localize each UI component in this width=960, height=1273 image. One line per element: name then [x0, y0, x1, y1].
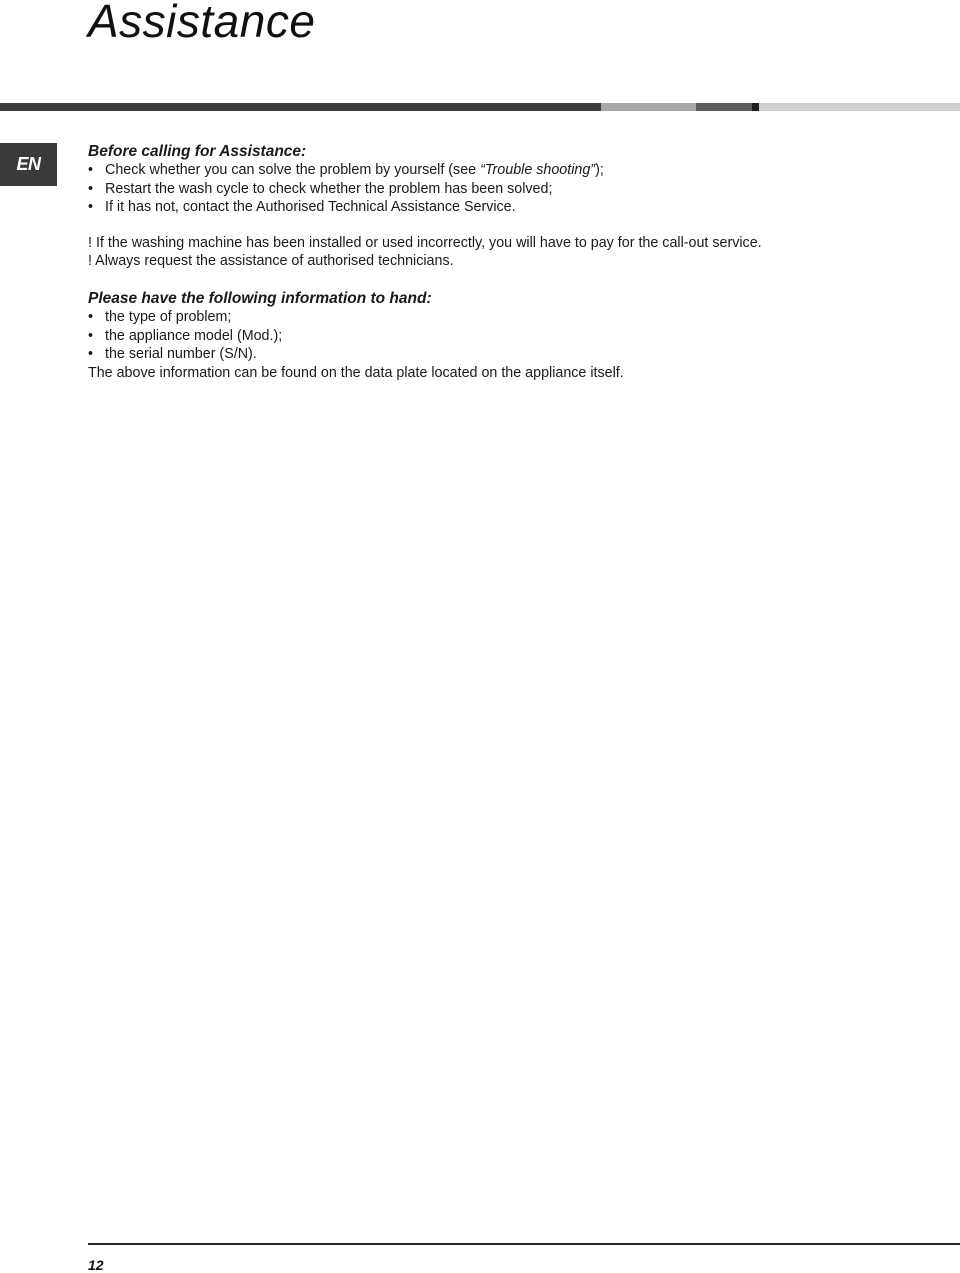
- list-item-text: Restart the wash cycle to check whether the problem has been solved;: [105, 180, 553, 197]
- list-item: [88, 327, 928, 346]
- list-item: [88, 180, 928, 199]
- header-bar-segment: [0, 103, 601, 111]
- list-item: [88, 345, 928, 364]
- header-color-bar: [0, 103, 960, 111]
- header-bar-segment: [759, 103, 960, 111]
- list-item: [88, 308, 928, 327]
- info-list: [88, 308, 928, 364]
- before-calling-list: [88, 161, 928, 217]
- warning-note: ! If the washing machine has been installed or used incorrectly, you will have to pay for the call-out service.: [88, 234, 762, 251]
- info-heading: Please have the following information to hand:: [88, 289, 432, 307]
- spacer: [88, 217, 928, 234]
- list-item-text: Check whether you can solve the problem by yourself (see: [105, 162, 481, 178]
- warning-note: ! Always request the assistance of authorised technicians.: [88, 253, 454, 270]
- list-item: [88, 198, 928, 217]
- spacer: [88, 271, 928, 289]
- assistance-content: [88, 142, 928, 382]
- trouble-shooting-reference: “Trouble shooting”: [480, 162, 596, 178]
- header-bar-segment: [696, 103, 752, 111]
- data-plate-note: The above information can be found on the data plate located on the appliance itself.: [88, 364, 624, 381]
- list-item-text: If it has not, contact the Authorised Technical Assistance Service.: [105, 199, 516, 216]
- header-bar-segment: [752, 103, 759, 111]
- language-tab: EN: [0, 143, 57, 186]
- list-item-text: );: [595, 162, 604, 178]
- list-item-text: the type of problem;: [105, 308, 232, 325]
- list-item-text: the serial number (S/N).: [105, 346, 257, 363]
- before-calling-heading: Before calling for Assistance:: [88, 143, 307, 160]
- list-item-text: the appliance model (Mod.);: [105, 327, 283, 344]
- header-bar-segment: [601, 103, 696, 111]
- footer-rule: [88, 1243, 960, 1245]
- list-item: [88, 161, 928, 180]
- page-number: 12: [88, 1257, 104, 1273]
- page-title: Assistance: [88, 0, 316, 47]
